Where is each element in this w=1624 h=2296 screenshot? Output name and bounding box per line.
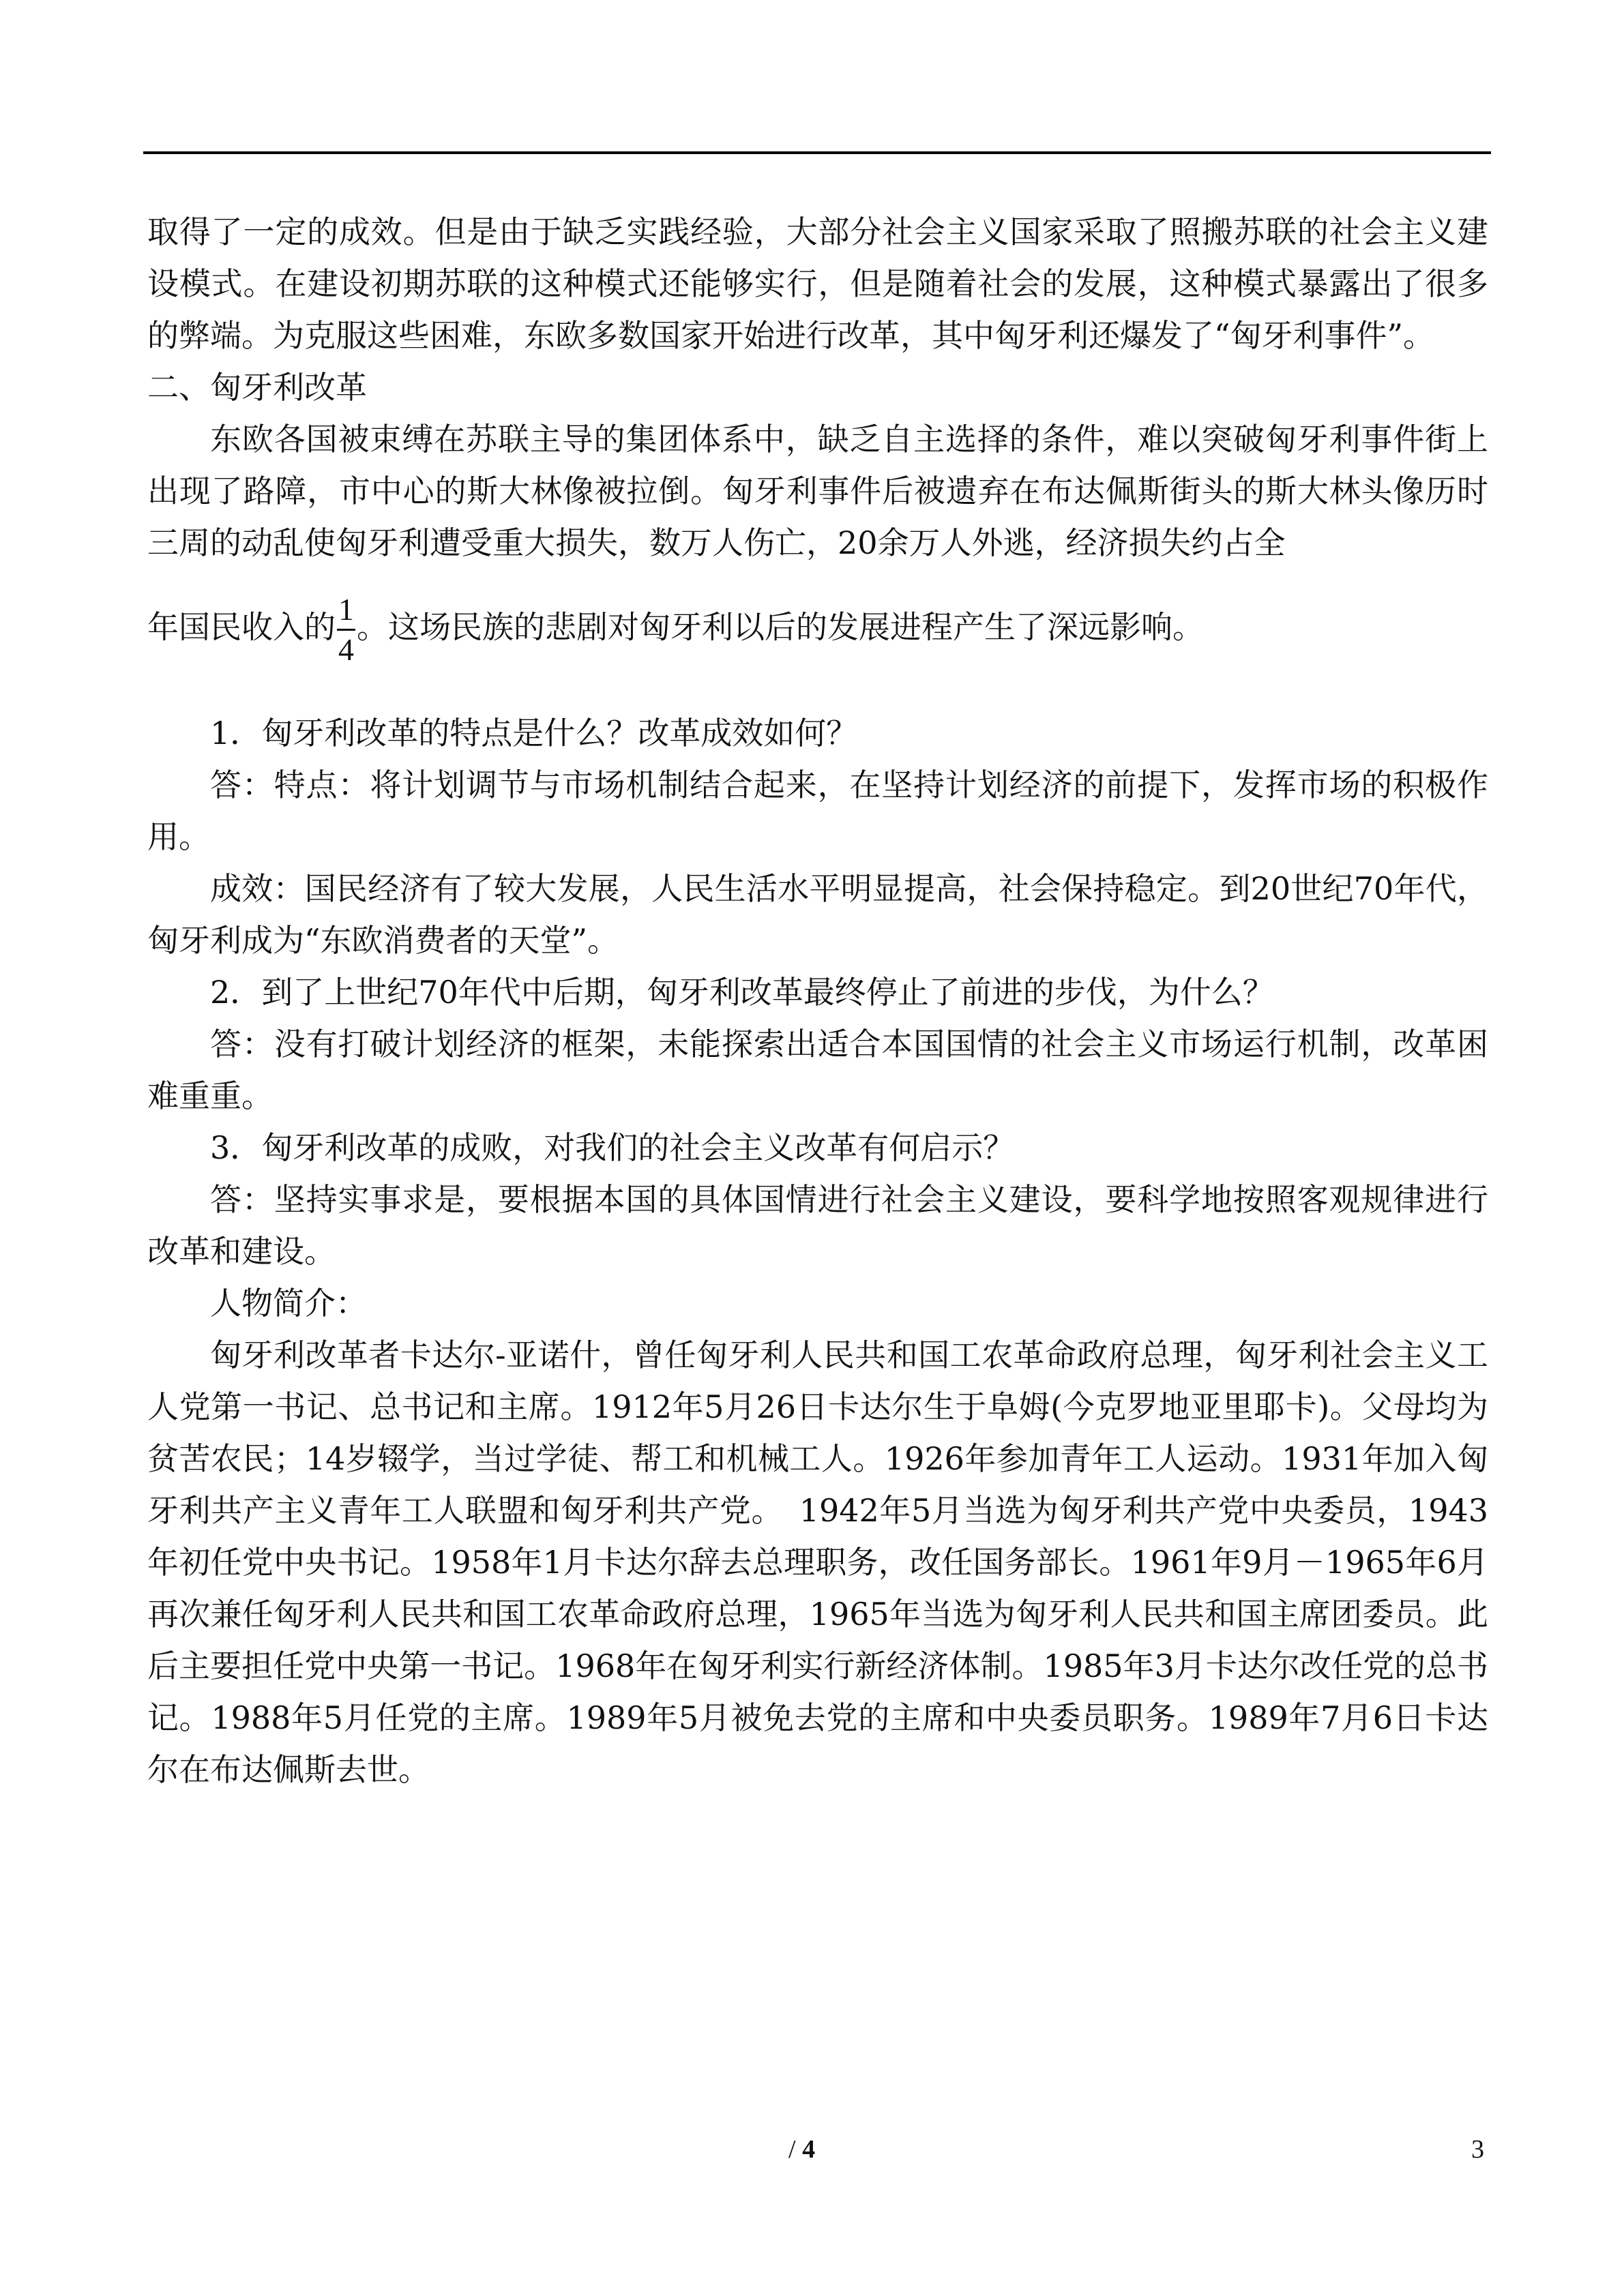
fraction-line-prefix: 年国民收入的 [147, 608, 336, 646]
section-heading: 二、匈牙利改革 [147, 369, 367, 406]
answer-1-results: 成效：国民经济有了较大发展，人民生活水平明显提高，社会保持稳定。到20世纪70年代，匈牙利成为“东欧消费者的天堂”。 [147, 870, 1488, 959]
answer-3: 答：坚持实事求是，要根据本国的具体国情进行社会主义建设，要科学地按照客观规律进行改革和建设。 [147, 1181, 1488, 1270]
bio-title: 人物简介： [210, 1285, 367, 1322]
page-count [788, 2134, 815, 2164]
page-count-slash: / [788, 2135, 796, 2164]
page-number: 3 [1471, 2135, 1484, 2164]
fraction-one-quarter [337, 592, 355, 668]
fraction-numerator: 1 [337, 592, 355, 631]
paragraph-continuation: 取得了一定的成效。但是由于缺乏实践经验，大部分社会主义国家采取了照搬苏联的社会主义建设模式。在建设初期苏联的这种模式还能够实行，但是随着社会的发展，这种模式暴露出了很多的弊端。为克服这些困难，东欧多数国家开始进行改革，其中匈牙利还爆发了“匈牙利事件”。 [147, 213, 1488, 354]
question-2: 2．到了上世纪70年代中后期，匈牙利改革最终停止了前进的步伐，为什么？ [210, 974, 1274, 1011]
question-3: 3．匈牙利改革的成败，对我们的社会主义改革有何启示？ [210, 1129, 1015, 1166]
answer-2: 答：没有打破计划经济的框架，未能探索出适合本国国情的社会主义市场运行机制，改革困难重重。 [147, 1026, 1488, 1114]
question-1: 1．匈牙利改革的特点是什么？改革成效如何？ [210, 715, 858, 751]
answer-1: 答：特点：将计划调节与市场机制结合起来，在坚持计划经济的前提下，发挥市场的积极作用。 [147, 766, 1488, 855]
total-pages: 4 [802, 2135, 816, 2164]
fraction-denominator: 4 [338, 632, 354, 667]
header-rule [143, 151, 1491, 154]
paragraph-fraction-line [147, 592, 1488, 668]
paragraph-background: 东欧各国被束缚在苏联主导的集团体系中，缺乏自主选择的条件，难以突破匈牙利事件街上出现了路障，市中心的斯大林像被拉倒。匈牙利事件后被遗弃在布达佩斯街头的斯大林头像历时三周的动乱使匈牙利遭受重大损失，数万人伤亡，20余万人外逃，经济损失约占全 [147, 421, 1488, 561]
bio-text: 匈牙利改革者卡达尔-亚诺什，曾任匈牙利人民共和国工农革命政府总理，匈牙利社会主义工人党第一书记、总书记和主席。1912年5月26日卡达尔生于阜姆(今克罗地亚里耶卡)。父母均为贫苦农民；14岁辍学，当过学徒、帮工和机械工人。1926年参加青年工人运动。1931年加入匈牙利共产主义青年工人联盟和匈牙利共产党。 1942年5月当选为匈牙利共产党中央委员，1943年初任党中央书记。1958年1月卡达尔辞去总理职务，改任国务部长。1961年9月－1965年6月再次兼任匈牙利人民共和国工农革命政府总理，1965年当选为匈牙利人民共和国主席团委员。此后主要担任党中央第一书记。1968年在匈牙利实行新经济体制。1985年3月卡达尔改任党的总书记。1988年5月任党的主席。1989年5月被免去党的主席和中央委员职务。1989年7月6日卡达尔在布达佩斯去世。 [147, 1337, 1489, 1788]
fraction-line-suffix: 。这场民族的悲剧对匈牙利以后的发展进程产生了深远影响。 [357, 608, 1204, 646]
page-content [147, 206, 1488, 1795]
